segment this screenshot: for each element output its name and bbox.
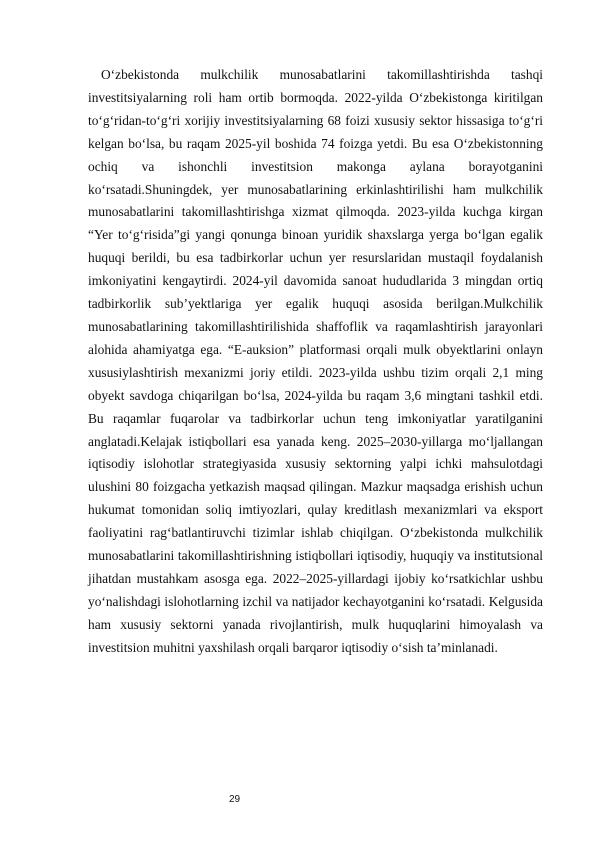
body-paragraph: O‘zbekistonda mulkchilik munosabatlarini takomillashtirishda tashqi investitsiyalarning roli ham ortib bormoqda. 2022-yilda O‘zbekistonga kiritilgan to‘g‘ridan-to‘g‘ri xorijiy investitsiyalarning 68 foizi xususiy sektor hissasiga to‘g‘ri kelgan bo‘lsa, bu raqam 2025-yil boshida 74 foizga yetdi. Bu esa O‘zbekistonning ochiq va ishonchli investitsion makonga aylana borayotganini ko‘rsatadi.Shuningdek, yer munosabatlarining erkinlashtirilishi ham mulkchilik munosabatlarini takomillashtirishga xizmat qilmoqda. 2023-yilda kuchga kirgan “Yer to‘g‘risida”gi yangi qonunga binoan yuridik shaxslarga yerga bo‘lgan egalik huquqi berildi, bu esa tadbirkorlar uchun yer resurslaridan mustaqil foydalanish imkoniyatini kengaytirdi. 2024-yil davomida sanoat hududlarida 3 mingdan ortiq tadbirkorlik sub’yektlariga yer egalik huquqi asosida berilgan.Mulkchilik munosabatlarining takomillashtirilishida shaffoflik va raqamlashtirish jarayonlari alohida ahamiyatga ega. “E-auksion” platformasi orqali mulk obyektlarini onlayn xususiylashtirish mexanizmi joriy etildi. 2023-yilda ushbu tizim orqali 2,1 ming obyekt savdoga chiqarilgan bo‘lsa, 2024-yilda bu raqam 3,6 mingtani tashkil etdi. Bu raqamlar fuqarolar va tadbirkorlar uchun teng imkoniyatlar yaratilganini anglatadi.Kelajak istiqbollari esa yanada keng. 2025–2030-yillarga mo‘ljallangan iqtisodiy islohotlar strategiyasida xususiy sektorning yalpi ichki mahsulotdagi ulushini 80 foizgacha yetkazish maqsad qilingan. Mazkur maqsadga erishish uchun hukumat tomonidan soliq imtiyozlari, qulay kreditlash mexanizmlari va eksport faoliyatini rag‘batlantiruvchi tizimlar ishlab chiqilgan. O‘zbekistonda mulkchilik munosabatlarini takomillashtirishning istiqbollari iqtisodiy, huquqiy va institutsional jihatdan mustahkam asosga ega. 2022–2025-yillardagi ijobiy ko‘rsatkichlar ushbu yo‘nalishdagi islohotlarning izchil va natijador kechayotganini ko‘rsatadi. Kelgusida ham xususiy sektorni yanada rivojlantirish, mulk huquqlarini himoyalash va investitsion muhitni yaxshilash orqali barqaror iqtisodiy o‘sish ta’minlanadi. (88, 67, 543, 655)
page-number: 29 (229, 794, 241, 805)
